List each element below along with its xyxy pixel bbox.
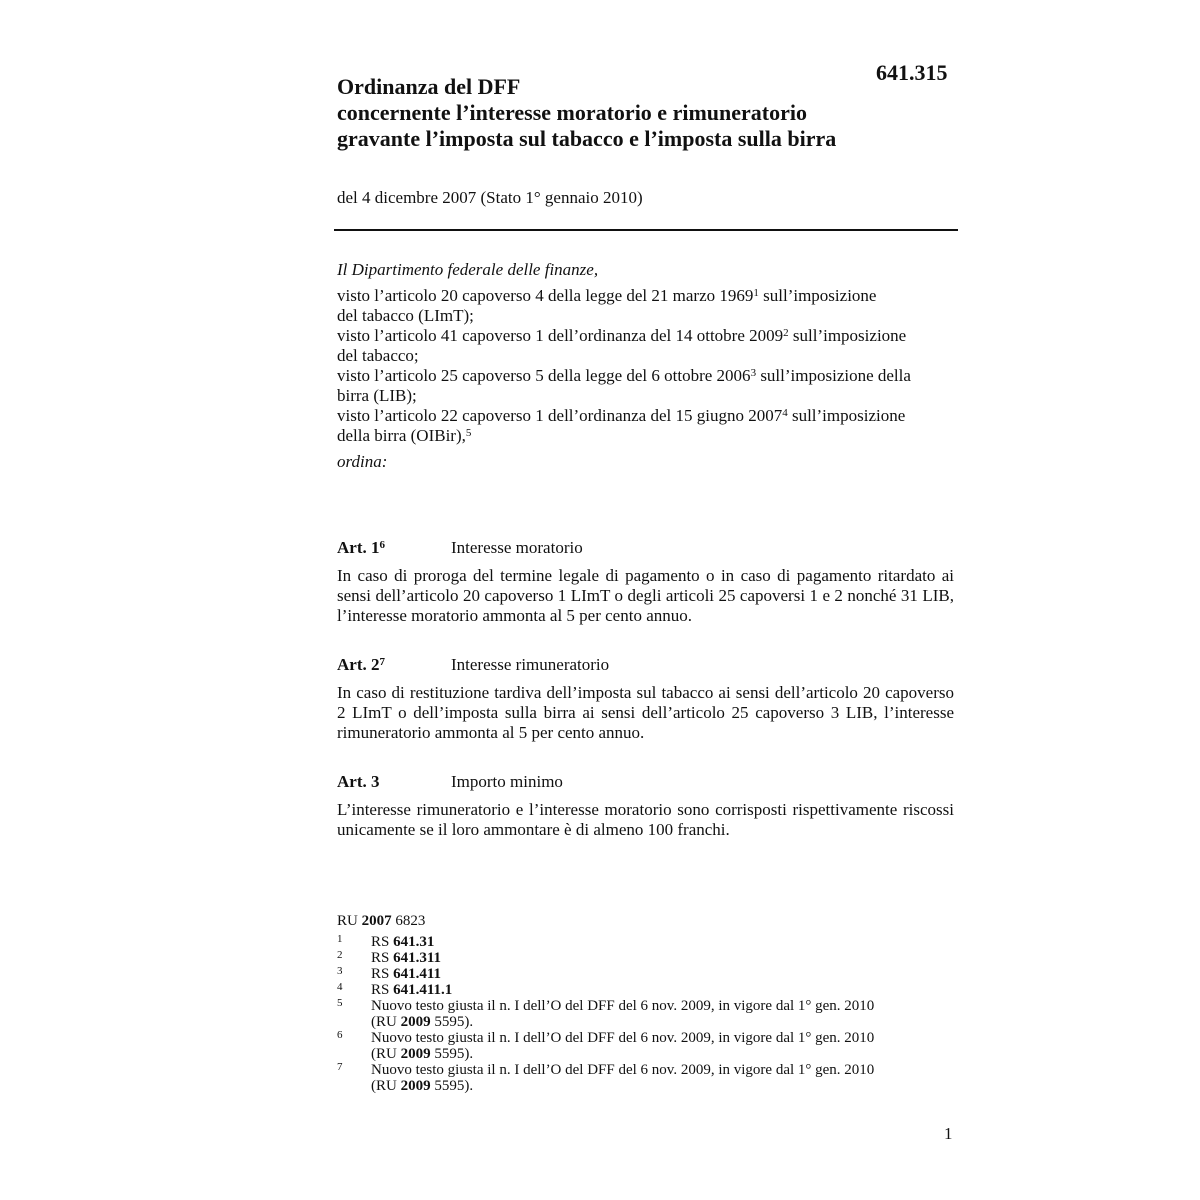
footnote-text: RS bbox=[371, 982, 394, 998]
footnote-text: (RU bbox=[371, 1046, 401, 1062]
article-text: L’interesse rimuneratorio e l’interesse moratorio sono corrisposti rispettivamente riscossi unicamente se il loro ammontare è di almeno 100 franchi. bbox=[337, 800, 954, 839]
visto-text: visto l’articolo 25 capoverso 5 della legge del 6 ottobre 2006 bbox=[337, 366, 751, 385]
footnote-number: 4 bbox=[337, 981, 343, 993]
document-number: 641.315 bbox=[876, 60, 948, 85]
footnote-number: 3 bbox=[337, 965, 343, 977]
title-line-2: concernente l’interesse moratorio e rimuneratorio bbox=[337, 100, 807, 125]
footnote bbox=[337, 950, 957, 966]
footnote-ru-year: 2009 bbox=[400, 1046, 431, 1062]
visto-clause bbox=[337, 286, 957, 326]
article-3 bbox=[337, 771, 954, 840]
preamble-ordina: ordina: bbox=[337, 452, 388, 471]
visto-text: del tabacco; bbox=[337, 346, 419, 365]
footnote-number: 6 bbox=[337, 1029, 343, 1041]
visto-text: sull’imposizione bbox=[758, 286, 877, 305]
footnote bbox=[337, 998, 957, 1030]
footnote-ref[interactable]: 1 bbox=[753, 287, 759, 299]
title-line-1: Ordinanza del DFF bbox=[337, 74, 521, 99]
footnote-text: Nuovo testo giusta il n. I dell’O del DFF del 6 nov. 2009, in vigore dal 1° gen. 2010 bbox=[371, 998, 875, 1014]
footnote-ref[interactable]: 4 bbox=[782, 407, 788, 419]
ru-reference bbox=[337, 913, 957, 930]
article-label: Art. 1 bbox=[337, 538, 380, 557]
visto-clause bbox=[337, 326, 957, 366]
article-2 bbox=[337, 654, 954, 743]
document-title bbox=[337, 74, 957, 152]
footnote bbox=[337, 982, 957, 998]
visto-text: del tabacco (LImT); bbox=[337, 306, 474, 325]
ru-prefix: RU bbox=[337, 913, 362, 929]
footnote-ref[interactable]: 3 bbox=[750, 367, 757, 379]
article-number bbox=[337, 771, 379, 793]
footnote-ref[interactable]: 5 bbox=[465, 427, 472, 439]
title-line-3: gravante l’imposta sul tabacco e l’imposta sulla birra bbox=[337, 126, 837, 151]
footnote-text: RS bbox=[371, 934, 394, 950]
article-title: Importo minimo bbox=[451, 772, 563, 791]
visto-text: birra (LIB); bbox=[337, 386, 417, 405]
ru-page: 6823 bbox=[391, 913, 426, 929]
footnote-ref-number: 641.411 bbox=[393, 966, 442, 982]
article-label: Art. 3 bbox=[337, 772, 380, 791]
footnote-number: 1 bbox=[337, 933, 343, 945]
footnote-text: Nuovo testo giusta il n. I dell’O del DFF del 6 nov. 2009, in vigore dal 1° gen. 2010 bbox=[371, 1030, 875, 1046]
header-divider bbox=[334, 229, 958, 231]
footnote-ref-number: 641.31 bbox=[393, 934, 435, 950]
preamble-intro: Il Dipartimento federale delle finanze, bbox=[337, 260, 599, 279]
visto-text: sull’imposizione della bbox=[756, 366, 911, 385]
visto-text: visto l’articolo 41 capoverso 1 dell’ordinanza del 14 ottobre 2009 bbox=[337, 326, 784, 345]
footnote-ru-year: 2009 bbox=[400, 1078, 431, 1094]
footnote-text: RS bbox=[371, 950, 394, 966]
article-title: Interesse rimuneratorio bbox=[451, 655, 610, 674]
preamble bbox=[337, 260, 957, 472]
footnote-ref[interactable]: 2 bbox=[783, 327, 789, 339]
footnote-text: 5595). bbox=[430, 1014, 474, 1030]
footnote-ref-number: 641.311 bbox=[393, 950, 442, 966]
article-text: In caso di proroga del termine legale di pagamento o in caso di pagamento ritardato ai sensi dell’articolo 20 capoverso 1 LImT o degli articoli 25 capoversi 1 e 2 nonché 31 LIB, l’interesse moratorio ammonta al 5 per cento annuo. bbox=[337, 566, 954, 625]
article-number bbox=[337, 537, 385, 559]
visto-text: sull’imposizione bbox=[787, 406, 906, 425]
visto-text: della birra (OIBir), bbox=[337, 426, 466, 445]
footnote-text: 5595). bbox=[430, 1046, 474, 1062]
article-number bbox=[337, 654, 385, 676]
footnote-text: (RU bbox=[371, 1078, 401, 1094]
footnote bbox=[337, 966, 957, 982]
footnote-number: 2 bbox=[337, 949, 343, 961]
article-label: Art. 2 bbox=[337, 655, 380, 674]
footnote-number: 7 bbox=[337, 1061, 343, 1073]
footnote-ref[interactable]: 6 bbox=[379, 539, 385, 551]
ru-year: 2007 bbox=[361, 913, 392, 929]
article-text: In caso di restituzione tardiva dell’imposta sul tabacco ai sensi dell’articolo 20 capoverso 2 LImT o dell’imposta sulla birra ai sensi dell’articolo 25 capoverso 3 LIB, l’interesse rimuneratorio ammonta al 5 per cento annuo. bbox=[337, 683, 954, 742]
footnote-text: 5595). bbox=[430, 1078, 474, 1094]
footnote-ref-number: 641.411.1 bbox=[393, 982, 453, 998]
footnote bbox=[337, 934, 957, 950]
footnote-number: 5 bbox=[337, 997, 343, 1009]
footnotes bbox=[337, 913, 957, 1094]
footnote-text: RS bbox=[371, 966, 394, 982]
footnote-ru-year: 2009 bbox=[400, 1014, 431, 1030]
visto-clause bbox=[337, 366, 957, 406]
article-title: Interesse moratorio bbox=[451, 538, 583, 557]
visto-clause bbox=[337, 406, 957, 446]
visto-text: sull’imposizione bbox=[788, 326, 907, 345]
visto-text: visto l’articolo 22 capoverso 1 dell’ordinanza del 15 giugno 2007 bbox=[337, 406, 783, 425]
article-1 bbox=[337, 537, 954, 626]
footnote-text: Nuovo testo giusta il n. I dell’O del DFF del 6 nov. 2009, in vigore dal 1° gen. 2010 bbox=[371, 1062, 875, 1078]
footnote-ref[interactable]: 7 bbox=[379, 656, 385, 668]
page-number: 1 bbox=[944, 1124, 953, 1143]
document-date: del 4 dicembre 2007 (Stato 1° gennaio 2010) bbox=[337, 188, 643, 207]
visto-text: visto l’articolo 20 capoverso 4 della legge del 21 marzo 1969 bbox=[337, 286, 754, 305]
footnote bbox=[337, 1062, 957, 1094]
footnote bbox=[337, 1030, 957, 1062]
footnote-text: (RU bbox=[371, 1014, 401, 1030]
